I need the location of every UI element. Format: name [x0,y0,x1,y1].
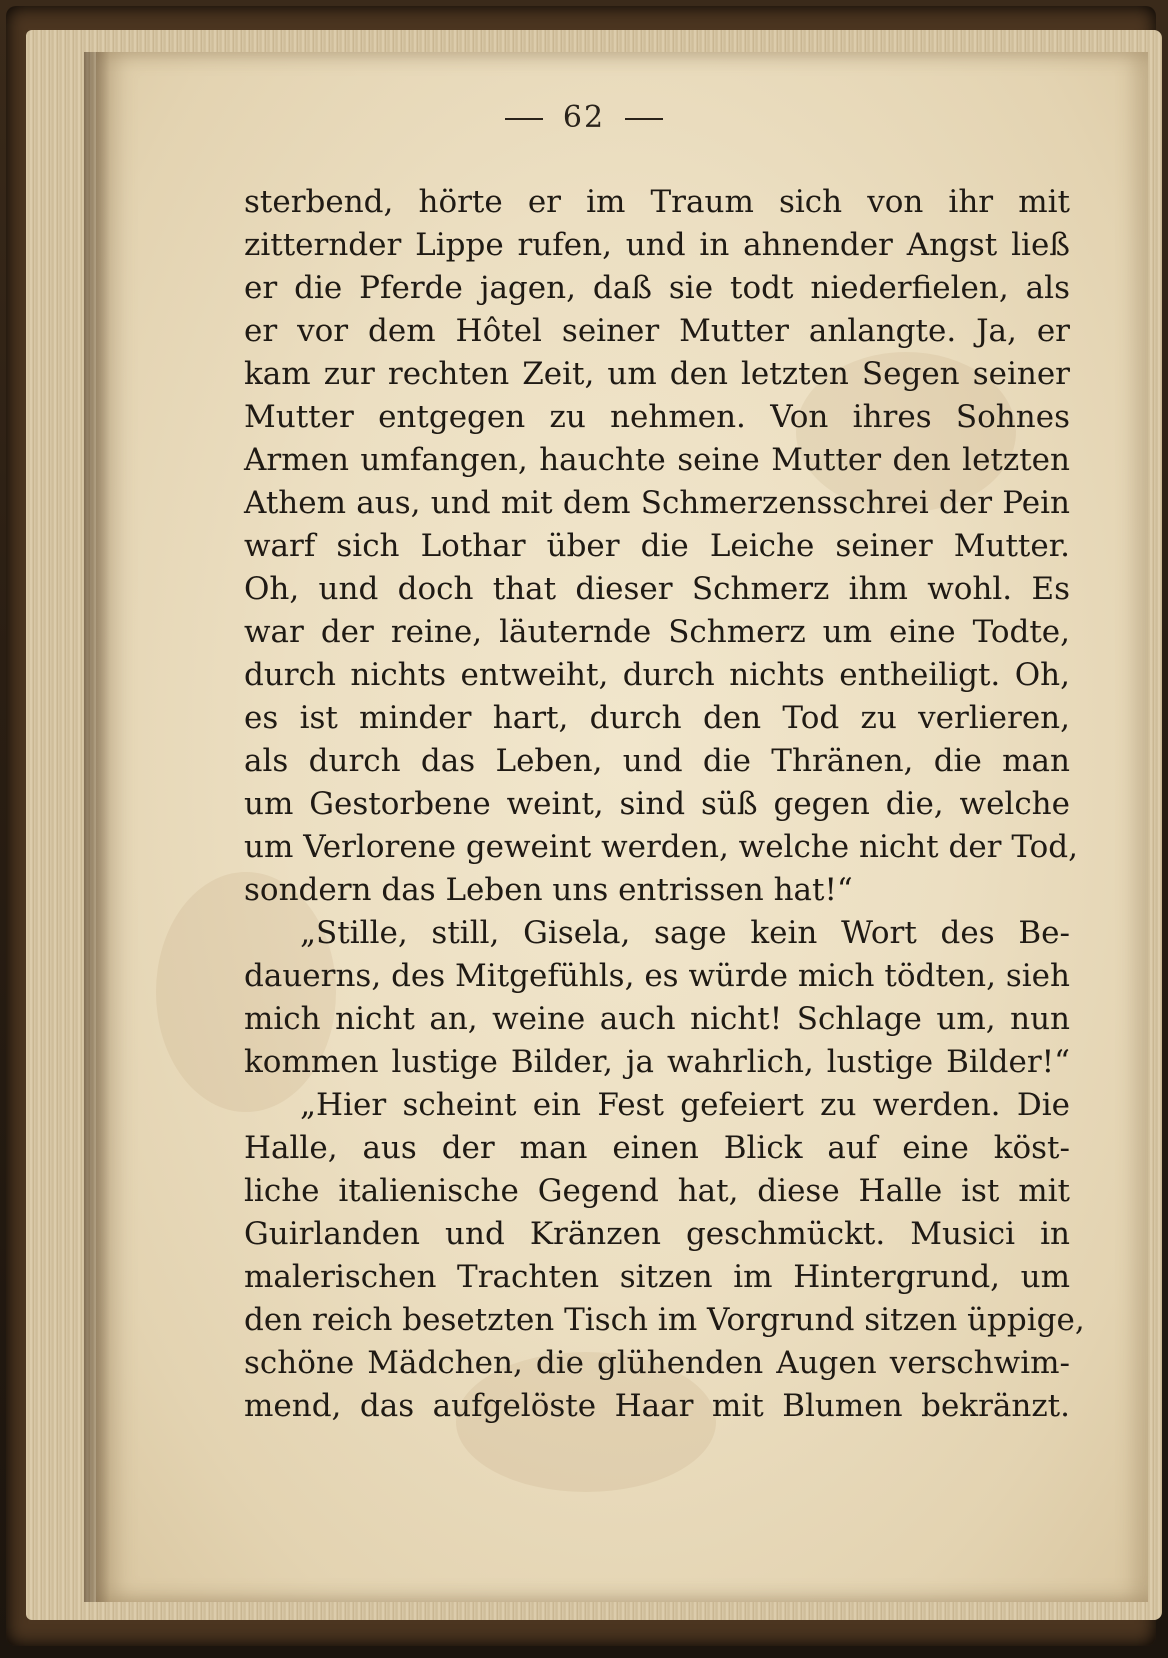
text-line: Armen umfangen, hauchte seine Mutter den letzten [244,442,1070,478]
text-line: schöne Mädchen, die glühenden Augen verschwim- [244,1345,1070,1381]
text-line: sondern das Leben uns entrissen hat!“ [244,872,853,908]
text-line: durch nichts entweiht, durch nichts entheiligt. Oh, [244,657,1070,693]
text-line: um Gestorbene weint, sind süß gegen die, welche [244,786,1070,822]
text-line: mich nicht an, weine auch nicht! Schlage um, nun [244,1001,1070,1037]
text-line: „Hier scheint ein Fest gefeiert zu werden. Die [300,1087,1070,1123]
page-number [0,100,1168,135]
text-line: malerischen Trachten sitzen im Hintergrund, um [244,1259,1070,1295]
text-line: „Stille, still, Gisela, sage kein Wort des Be- [300,915,1070,951]
text-line: er vor dem Hôtel seiner Mutter anlangte. Ja, er [244,313,1070,349]
text-line: den reich besetzten Tisch im Vorgrund sitzen üppige, [244,1302,1085,1338]
text-line: kommen lustige Bilder, ja wahrlich, lustige Bilder!“ [244,1044,1070,1080]
text-line: sterbend, hörte er im Traum sich von ihr mit [244,184,1070,220]
text-line: mend, das aufgelöste Haar mit Blumen bekränzt. [244,1388,1070,1424]
text-line: er die Pferde jagen, daß sie todt niederfielen, als [244,270,1070,306]
text-line: als durch das Leben, und die Thränen, die man [244,743,1070,779]
text-line: Mutter entgegen zu nehmen. Von ihres Sohnes [244,399,1070,435]
body-text [244,181,1085,1428]
text-line: Halle, aus der man einen Blick auf eine köst- [244,1130,1070,1166]
text-line: um Verlorene geweint werden, welche nicht der Tod, [244,829,1078,865]
text-line: Guirlanden und Kränzen geschmückt. Musici in [244,1216,1070,1252]
text-line: kam zur rechten Zeit, um den letzten Segen seiner [244,356,1070,392]
gutter-shadow [84,52,110,1602]
text-line: es ist minder hart, durch den Tod zu verlieren, [244,700,1070,736]
page-number-dash-left [505,118,543,120]
page-number-value: 62 [562,100,606,135]
text-line: war der reine, läuternde Schmerz um eine Todte, [244,614,1070,650]
text-line: zitternder Lippe rufen, und in ahnender Angst ließ [244,227,1070,263]
text-line: warf sich Lothar über die Leiche seiner Mutter. [244,528,1070,564]
text-line: liche italienische Gegend hat, diese Halle ist mit [244,1173,1070,1209]
text-line: dauerns, des Mitgefühls, es würde mich tödten, sieh [244,958,1070,994]
text-line: Oh, und doch that dieser Schmerz ihm wohl. Es [244,571,1070,607]
page-number-dash-right [625,118,663,120]
text-line: Athem aus, und mit dem Schmerzensschrei der Pein [244,485,1070,521]
